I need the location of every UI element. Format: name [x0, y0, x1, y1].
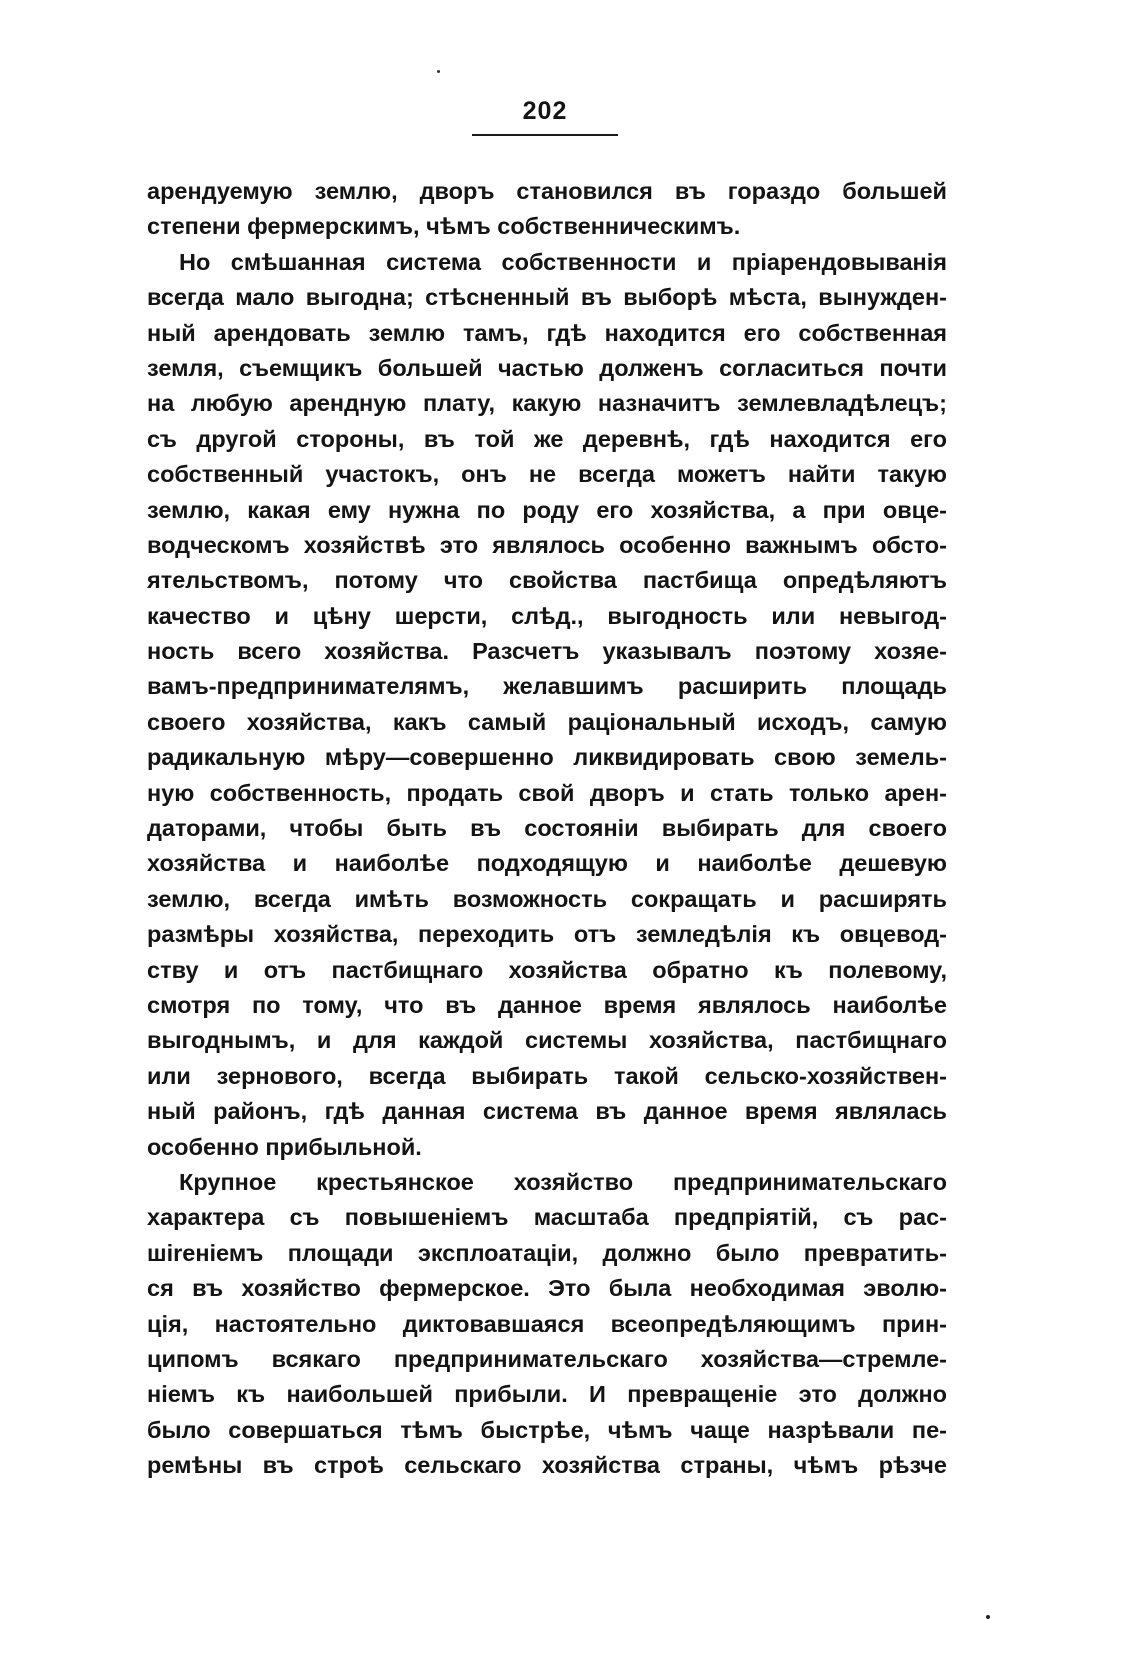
text-line: землю, какая ему нужна по роду его хозяйства, а при овце-	[147, 496, 947, 523]
text-line: качество и цѣну шерсти, слѣд., выгодность или невыгод-	[147, 602, 947, 629]
text-line: Но смѣшанная система собственности и пріарендовыванія	[179, 248, 947, 275]
page-number: 202	[522, 97, 568, 125]
text-line: земля, съемщикъ большей частью долженъ согласиться почти	[147, 354, 947, 381]
text-line: хозяйства и наиболѣе подходящую и наиболѣе дешевую	[147, 850, 947, 877]
ink-speck	[986, 1615, 990, 1619]
text-line: своего хозяйства, какъ самый раціональный исходъ, самую	[147, 708, 947, 735]
text-line: ципомъ всякаго предпринимательскаго хозяйства—стремле-	[147, 1345, 947, 1372]
text-line: смотря по тому, что въ данное время являлось наиболѣе	[147, 991, 947, 1018]
text-line: ству и отъ пастбищнаго хозяйства обратно къ полевому,	[147, 956, 947, 983]
text-line: степени фермерскимъ, чѣмъ собственническимъ.	[147, 213, 741, 240]
text-line: ція, настоятельно диктовавшаяся всеопредѣляющимъ прин-	[147, 1310, 947, 1337]
text-line: вамъ-предпринимателямъ, желавшимъ расширить площадь	[147, 673, 947, 700]
text-line: было совершаться тѣмъ быстрѣе, чѣмъ чаще назрѣвали пе-	[147, 1416, 947, 1443]
text-line: характера съ повышеніемъ масштаба предпріятій, съ рас-	[147, 1204, 947, 1231]
text-line: радикальную мѣру—совершенно ликвидировать свою земель-	[147, 744, 947, 771]
body-text	[147, 174, 947, 1483]
text-line: всегда мало выгодна; стѣсненный въ выборѣ мѣста, вынужден-	[147, 284, 947, 311]
text-line: ятельствомъ, потому что свойства пастбища опредѣляютъ	[147, 567, 947, 594]
text-line: арендуемую землю, дворъ становился въ гораздо большей	[147, 178, 947, 204]
text-line: или зернового, всегда выбирать такой сельско-хозяйствен-	[147, 1062, 947, 1089]
text-line: водческомъ хозяйствѣ это являлось особенно важнымъ обсто-	[147, 531, 947, 558]
text-line: особенно прибыльной.	[147, 1133, 422, 1160]
text-line: ремѣны въ строѣ сельскаго хозяйства страны, чѣмъ рѣзче	[147, 1452, 947, 1479]
text-line: съ другой стороны, въ той же деревнѣ, гдѣ находится его	[147, 425, 947, 452]
text-line: шireніемъ площади эксплоатаціи, должно было превратить-	[147, 1239, 947, 1266]
text-line: землю, всегда имѣть возможность сокращать и расширять	[147, 885, 947, 912]
text-line: выгоднымъ, и для каждой системы хозяйства, пастбищнаго	[147, 1027, 947, 1054]
text-line: ную собственность, продать свой дворъ и стать только арен-	[147, 779, 947, 806]
text-line: ніемъ къ наибольшей прибыли. И превращеніе это должно	[147, 1381, 947, 1408]
text-line: даторами, чтобы быть въ состояніи выбирать для своего	[147, 815, 947, 842]
text-line: на любую арендную плату, какую назначитъ землевладѣлецъ;	[147, 390, 947, 417]
text-line: ся въ хозяйство фермерское. Это была необходимая эволю-	[147, 1275, 947, 1302]
text-line: Крупное крестьянское хозяйство предпринимательскаго	[179, 1168, 947, 1195]
text-line: ный районъ, гдѣ данная система въ данное время являлась	[147, 1098, 947, 1125]
text-line: собственный участокъ, онъ не всегда можетъ найти такую	[147, 461, 947, 488]
text-line: ный арендовать землю тамъ, гдѣ находится его собственная	[147, 319, 947, 346]
header-rule	[472, 134, 618, 136]
text-line: ность всего хозяйства. Разсчетъ указывалъ поэтому хозяе-	[147, 638, 947, 665]
ink-speck	[437, 70, 440, 73]
text-line: размѣры хозяйства, переходить отъ земледѣлія къ овцевод-	[147, 921, 947, 948]
